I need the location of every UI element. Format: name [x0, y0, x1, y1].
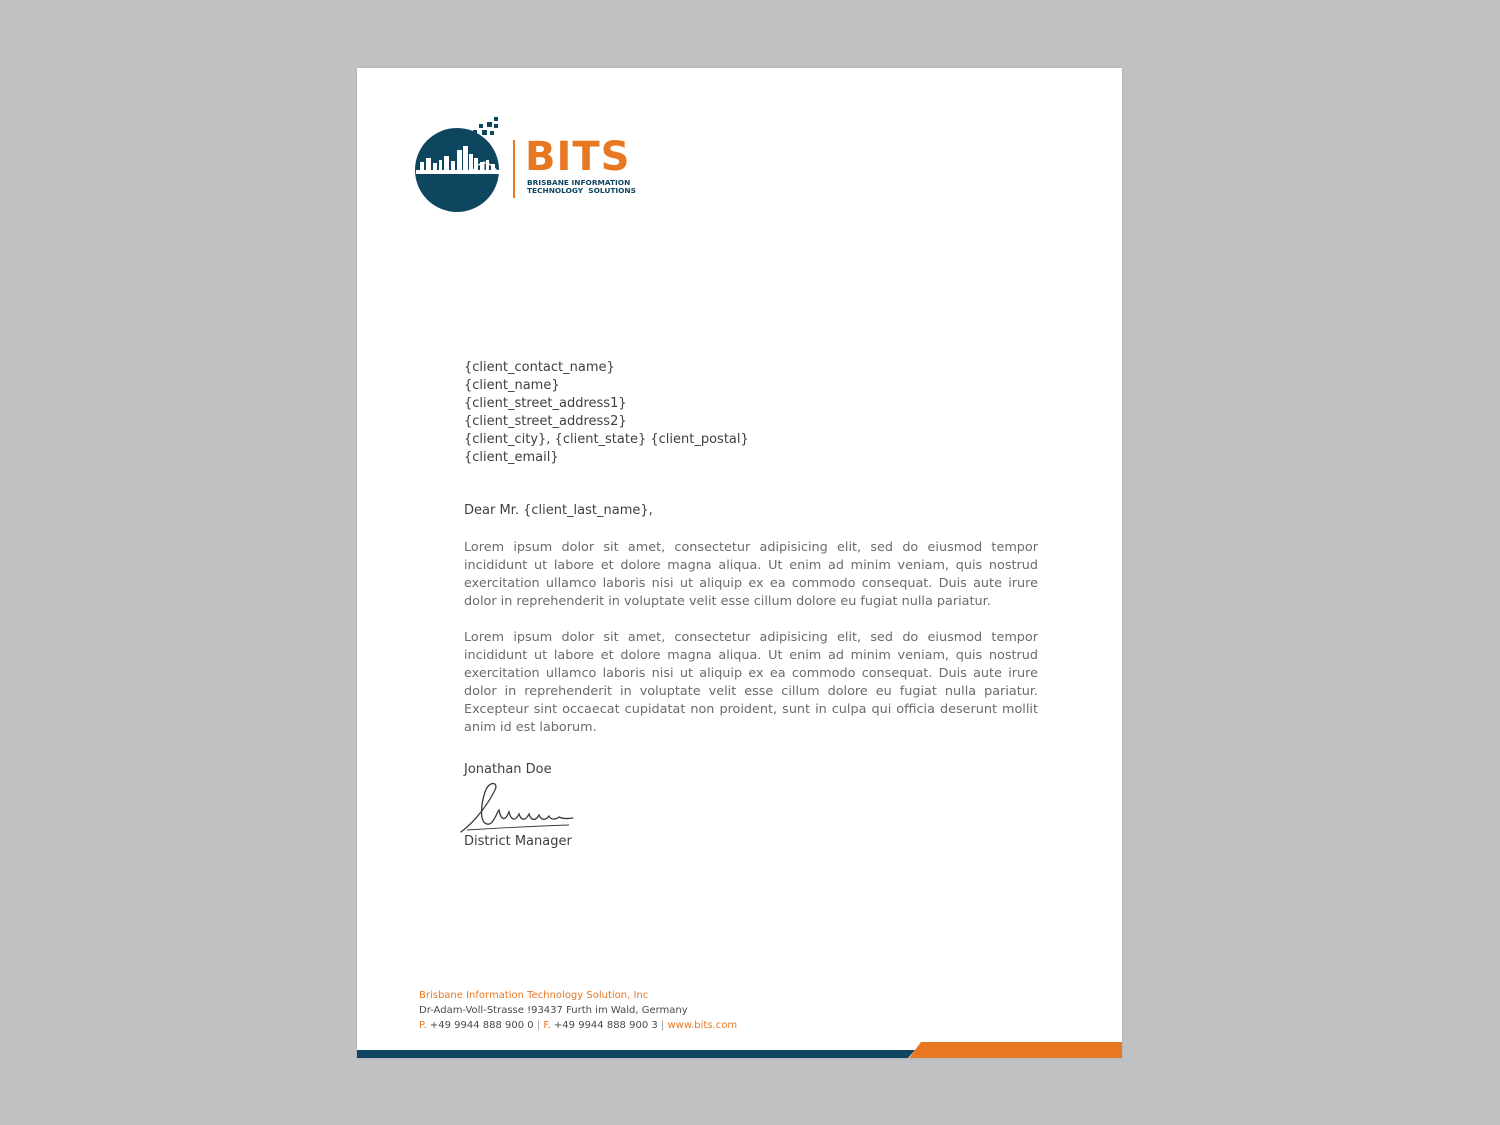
recipient-street-2: {client_street_address2} [464, 414, 627, 429]
logo-subtitle [527, 179, 636, 195]
signer-name: Jonathan Doe [464, 762, 552, 777]
footer-contact-line [419, 1018, 737, 1033]
recipient-address-block [464, 359, 749, 467]
footer-fax-prefix: F. [543, 1020, 551, 1031]
footer-separator: | [536, 1020, 541, 1031]
recipient-name: {client_name} [464, 378, 560, 393]
footer-color-bar [357, 1042, 1122, 1058]
footer-company: Brisbane Information Technology Solution, Inc [419, 990, 649, 1001]
footer-website-link[interactable]: www.bits.com [667, 1020, 738, 1031]
logo-subtitle-line2: TECHNOLOGY SOLUTIONS [527, 186, 636, 195]
salutation: Dear Mr. {client_last_name}, [464, 503, 653, 518]
signer-title: District Manager [464, 834, 572, 849]
letterhead-page [357, 68, 1122, 1058]
body-paragraph-2: Lorem ipsum dolor sit amet, consectetur adipisicing elit, sed do eiusmod tempor incididunt ut labore et dolore magna aliqua. Ut enim ad minim veniam, quis nostrud exercitation ullamco laboris nisi ut aliquip ex ea commodo consequat. Duis aute irure dolor in reprehenderit in voluptate velit esse cillum dolore eu fugiat nulla pariatur. Excepteur sint occaecat cupidatat non proident, sunt in culpa qui officia deserunt mollit anim id est laborum. [464, 630, 1038, 735]
recipient-contact-name: {client_contact_name} [464, 360, 615, 375]
footer-address: Dr-Adam-Voll-Strasse !93437 Furth im Wald, Germany [419, 1005, 688, 1016]
footer-phone-prefix: P. [419, 1020, 427, 1031]
recipient-email: {client_email} [464, 450, 559, 465]
logo-divider [513, 140, 515, 198]
footer-separator-2: | [660, 1020, 665, 1031]
handwritten-signature [459, 776, 579, 836]
city-skyline-globe-icon [415, 117, 500, 212]
letter-footer [419, 988, 737, 1033]
footer-phone: +49 9944 888 900 0 [429, 1020, 534, 1031]
footer-fax: +49 9944 888 900 3 [553, 1020, 658, 1031]
logo-wordmark: BITS [525, 134, 631, 180]
body-paragraph-1: Lorem ipsum dolor sit amet, consectetur adipisicing elit, sed do eiusmod tempor incididunt ut labore et dolore magna aliqua. Ut enim ad minim veniam, quis nostrud exercitation ullamco laboris nisi ut aliquip ex ea commodo consequat. Duis aute irure dolor in reprehenderit in voluptate velit esse cillum dolore eu fugiat nulla pariatur. [464, 540, 1038, 609]
recipient-street-1: {client_street_address1} [464, 396, 627, 411]
recipient-city-line: {client_city}, {client_state} {client_postal} [464, 432, 749, 447]
logo-subtitle-line1: BRISBANE INFORMATION [527, 178, 631, 187]
